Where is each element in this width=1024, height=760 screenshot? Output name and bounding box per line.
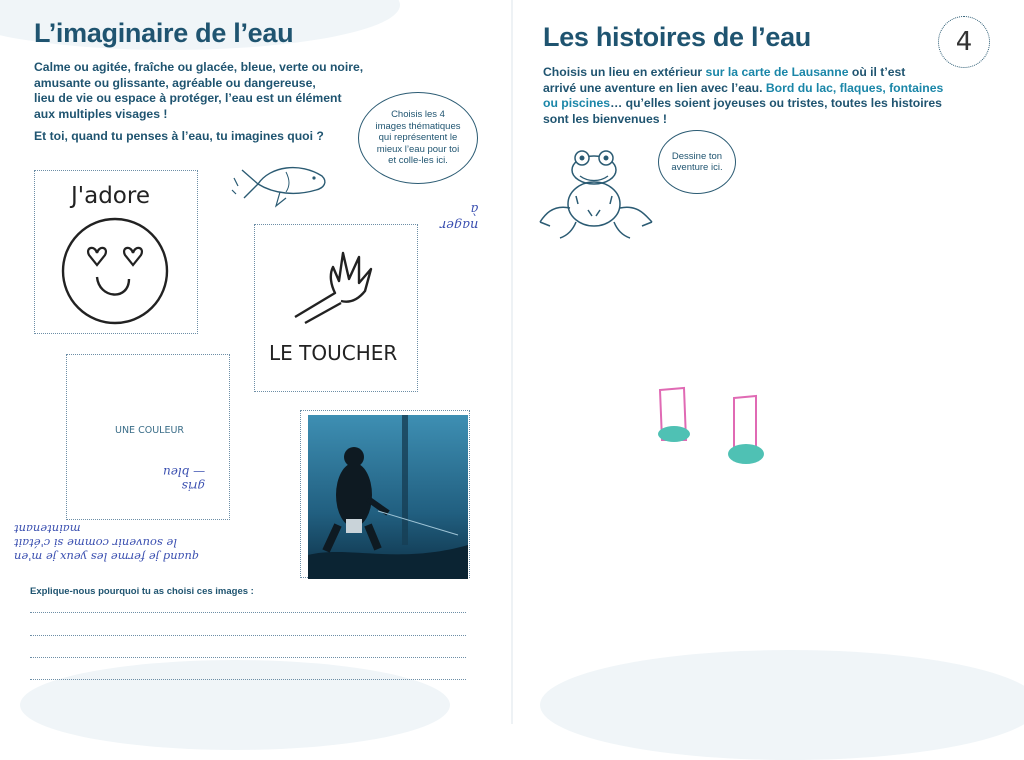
handwritten-line: nager [440, 217, 479, 232]
page-title: L’imaginaire de l’eau [34, 18, 294, 48]
intro-highlight: Bord du lac, flaques, fontaines [765, 80, 944, 95]
writing-line[interactable] [30, 635, 466, 636]
intro-text-part: … qu’elles soient joyeuses ou tristes, toutes les histoires [610, 96, 942, 110]
fish-illustration [230, 156, 334, 212]
intro-line: amusante ou glissante, agréable ou dangereuse, [34, 75, 316, 90]
intro-text [543, 65, 963, 127]
bubble-line: Choisis les 4 [391, 109, 445, 121]
intro-highlight: ou piscines [543, 96, 611, 110]
bubble-line: qui représentent le [378, 132, 458, 144]
image-card-couleur [66, 354, 230, 520]
bubble-line: Dessine ton [671, 150, 723, 162]
image-card-toucher [254, 224, 418, 392]
writing-line[interactable] [30, 612, 466, 613]
page-number: 4 [938, 16, 990, 68]
intro-text-part: Choisis un lieu en extérieur [543, 65, 706, 79]
intro-text [34, 60, 363, 122]
drawing-area[interactable] [532, 250, 1002, 630]
diver-photo [308, 415, 468, 579]
left-page [0, 0, 512, 724]
smiley-hearts-drawing [59, 215, 171, 327]
writing-line[interactable] [30, 679, 466, 680]
writing-line[interactable] [30, 657, 466, 658]
boots-drawing [650, 384, 790, 480]
bubble-line: images thématiques [375, 120, 461, 132]
handwritten-line: le souvenir comme si c'était [14, 536, 177, 550]
handwritten-color-note [163, 465, 205, 493]
instruction-bubble [358, 92, 478, 184]
handwritten-swim-note [440, 200, 478, 232]
intro-line: lieu de vie ou espace à protéger, l’eau est un élément [34, 91, 342, 105]
handwritten-line: quand je ferme les yeux je m'en [14, 550, 200, 564]
bubble-line: mieux l’eau pour toi [376, 143, 460, 155]
intro-text-part: sont les bienvenues ! [543, 111, 667, 126]
right-page [512, 0, 1024, 724]
card-label: LE TOUCHER [269, 341, 398, 365]
map-link[interactable]: sur la carte de Lausanne [705, 65, 849, 79]
question-text: Et toi, quand tu penses à l’eau, tu imagines quoi ? [34, 129, 324, 143]
intro-line: Calme ou agitée, fraîche ou glacée, bleue, verte ou noire, [34, 60, 364, 74]
hand-drawing [291, 245, 381, 325]
handwritten-explanation [14, 522, 199, 564]
image-card-jadore [34, 170, 198, 334]
bubble-line: aventure ici. [671, 162, 723, 173]
image-card-photo [300, 410, 470, 578]
handwritten-line: à [470, 201, 479, 216]
frog-illustration [536, 146, 656, 242]
page-title: Les histoires de l’eau [543, 22, 812, 52]
instruction-bubble [658, 130, 736, 194]
intro-line: aux multiples visages ! [34, 106, 168, 121]
bubble-line: et colle-les ici. [388, 155, 448, 167]
explain-prompt: Explique-nous pourquoi tu as choisi ces images : [30, 586, 254, 597]
intro-text-part: où il t’est [848, 65, 906, 79]
handwritten-line: maintenant [14, 522, 81, 536]
handwritten-line: gris [181, 479, 206, 493]
intro-text-part: arrivé une aventure en lien avec l’eau. [543, 80, 766, 95]
card-label: J'adore [71, 183, 150, 209]
card-label: UNE COULEUR [115, 425, 184, 436]
handwritten-line: — bleu [163, 465, 206, 479]
